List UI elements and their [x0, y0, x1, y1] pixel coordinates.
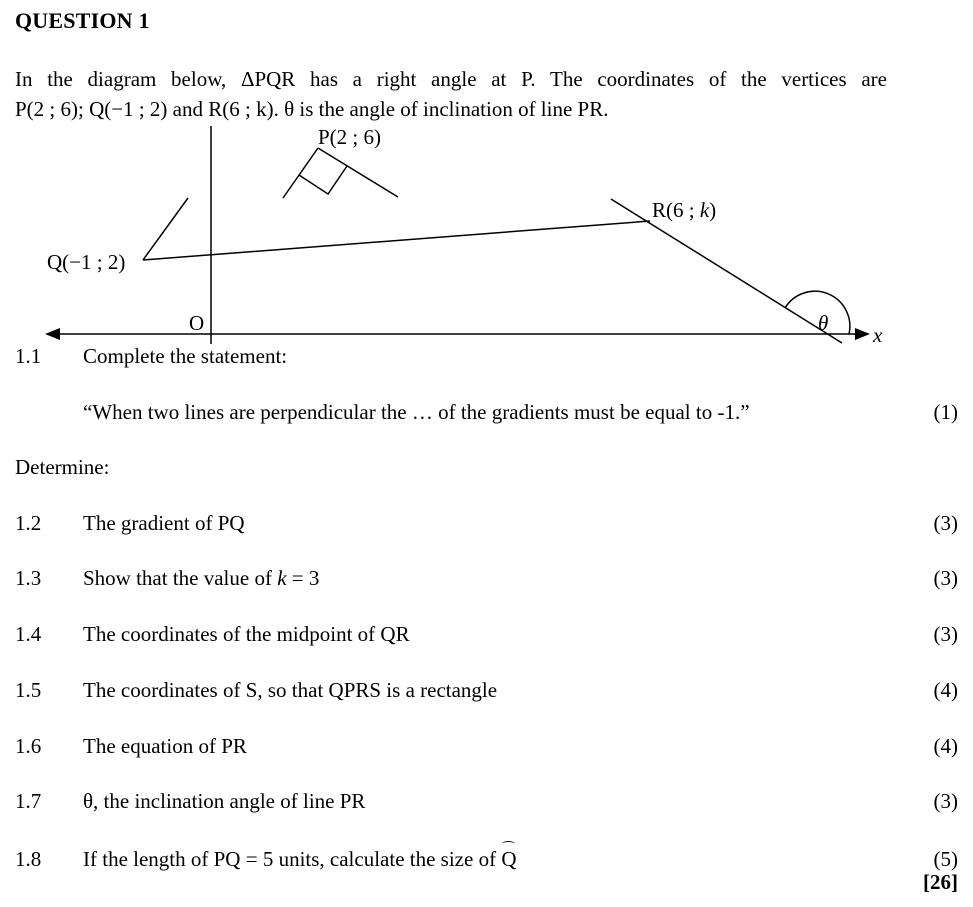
label-x-axis: x [873, 323, 883, 347]
question-1-7 [15, 786, 958, 816]
question-1-4 [15, 619, 958, 649]
question-1-3 [15, 563, 958, 593]
question-number: 1.3 [15, 566, 42, 590]
right-angle-marker [299, 166, 347, 194]
question-text: If the length of PQ = 5 units, calculate the size of Q [83, 844, 516, 874]
question-1-2 [15, 508, 958, 538]
question-1-8 [15, 844, 958, 874]
question-text: θ, the inclination angle of line PR [83, 789, 366, 813]
total-marks: [26] [923, 870, 958, 894]
determine-label: Determine: [15, 455, 110, 479]
label-p: P(2 ; 6) [318, 125, 381, 149]
intro-paragraph [15, 64, 887, 124]
question-number: 1.5 [15, 678, 42, 702]
triangle-diagram [0, 120, 973, 355]
question-number: 1.6 [15, 734, 42, 758]
question-number: 1.2 [15, 511, 42, 535]
question-1-1-statement [15, 397, 958, 427]
question-text: The equation of PR [83, 734, 247, 758]
question-marks: (3) [933, 622, 958, 646]
line-pr-at-p [318, 148, 398, 197]
question-marks: (4) [933, 734, 958, 758]
intro-line-2: P(2 ; 6); Q(−1 ; 2) and R(6 ; k). θ is the angle of inclination of line PR. [15, 97, 609, 121]
label-theta: θ [818, 311, 829, 335]
question-1-1 [15, 341, 958, 371]
question-text: Complete the statement: [83, 344, 288, 368]
line-pq-at-p [283, 148, 318, 198]
page-title: QUESTION 1 [15, 8, 150, 33]
label-q: Q(−1 ; 2) [47, 250, 126, 274]
question-1-5 [15, 675, 958, 705]
question-marks: (5) [933, 847, 958, 871]
x-axis-left-arrow [45, 328, 60, 340]
x-axis-right-arrow [855, 328, 870, 340]
question-marks: (1) [933, 400, 958, 424]
question-text: The gradient of PQ [83, 511, 245, 535]
line-pr-at-r [611, 199, 842, 343]
question-number: 1.7 [15, 789, 42, 813]
question-text: Show that the value of k = 3 [83, 566, 320, 590]
intro-line-1: In the diagram below, ΔPQR has a right angle at P. The coordinates of the vertices are [15, 67, 887, 91]
question-marks: (3) [933, 511, 958, 535]
question-number: 1.1 [15, 344, 42, 368]
question-marks: (4) [933, 678, 958, 702]
question-text: The coordinates of S, so that QPRS is a rectangle [83, 678, 498, 702]
question-marks: (3) [933, 789, 958, 813]
question-text: “When two lines are perpendicular the … of the gradients must be equal to -1.” [83, 400, 750, 424]
question-marks: (3) [933, 566, 958, 590]
question-number: 1.8 [15, 847, 42, 871]
question-text: The coordinates of the midpoint of QR [83, 622, 410, 646]
label-r: R(6 ; k) [652, 198, 717, 222]
question-number: 1.4 [15, 622, 42, 646]
label-origin: O [189, 311, 205, 335]
line-pq [143, 198, 188, 260]
question-1-6 [15, 731, 958, 761]
line-qr [143, 221, 650, 260]
